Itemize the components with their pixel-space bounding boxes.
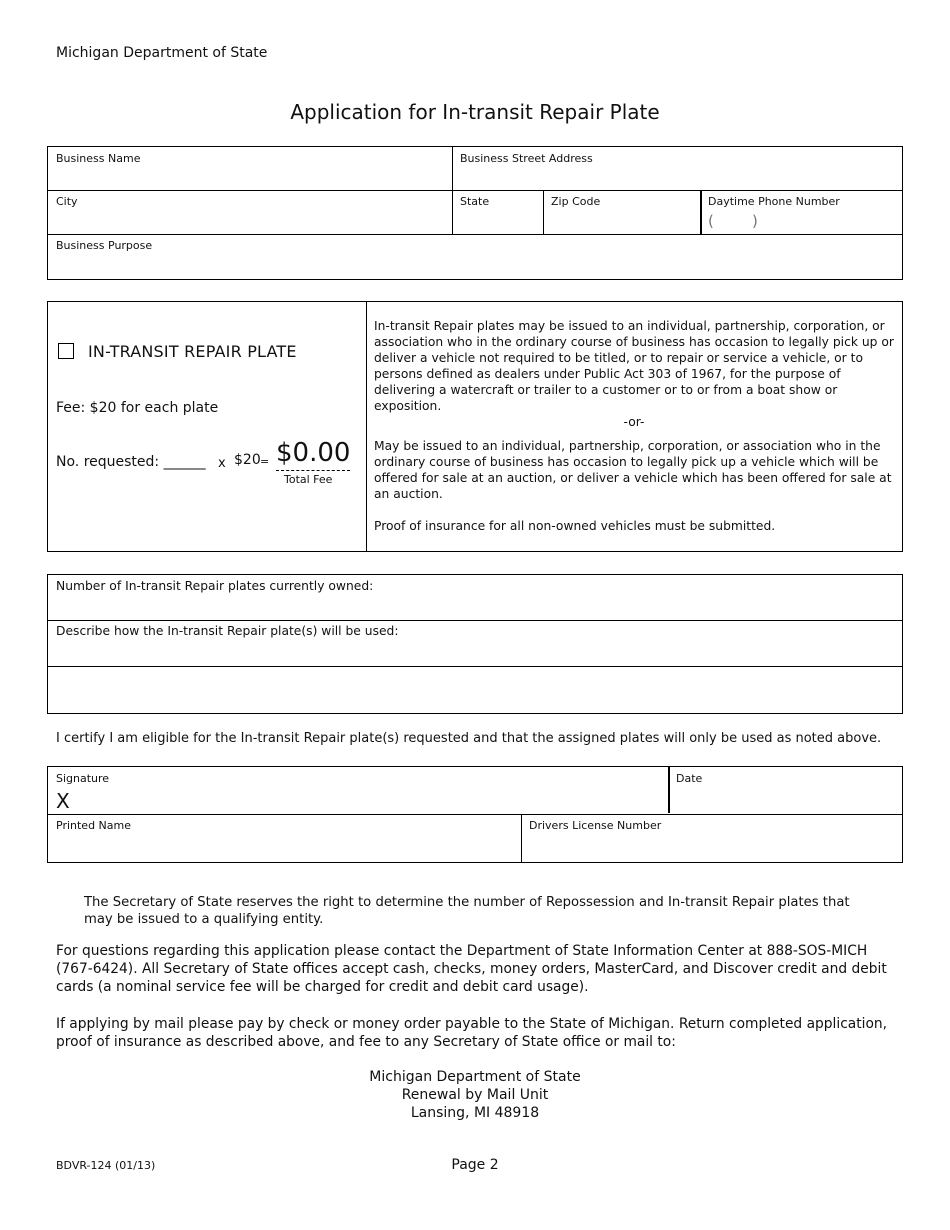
business-name-cell bbox=[48, 147, 452, 190]
business-name-label: Business Name bbox=[56, 152, 141, 165]
business-address-input[interactable] bbox=[460, 168, 894, 186]
describe-input-line-2[interactable] bbox=[56, 691, 894, 709]
state-input[interactable] bbox=[460, 212, 535, 230]
describe-label: Describe how the In-transit Repair plate(s) will be used: bbox=[56, 624, 399, 638]
signature-cell[interactable] bbox=[48, 767, 668, 814]
owned-input[interactable] bbox=[56, 598, 894, 616]
business-address-cell bbox=[452, 147, 902, 190]
mail-instructions-paragraph: If applying by mail please pay by check or money order payable to the State of Michigan. Return completed application, proof of insurance as described above, and fee to any Secretary of State office or mail to: bbox=[56, 1016, 888, 1050]
phone-cell bbox=[700, 190, 902, 234]
total-fee-value: $0.00 bbox=[276, 438, 351, 468]
total-fee-caption: Total Fee bbox=[284, 473, 333, 486]
business-address-label: Business Street Address bbox=[460, 152, 593, 165]
signature-label: Signature bbox=[56, 772, 110, 785]
zip-input[interactable] bbox=[551, 212, 692, 230]
agency-name: Michigan Department of State bbox=[56, 45, 268, 61]
eligibility-paragraph-2: May be issued to an individual, partnership, corporation, or association who in the ordinary course of business has occasion to legally pick up a vehicle which will be offered for sale at an auction, or deliver a vehicle which has been offered for sale at an auction. bbox=[374, 439, 892, 501]
state-cell bbox=[452, 190, 543, 234]
purpose-cell bbox=[48, 234, 902, 279]
license-cell bbox=[521, 814, 902, 862]
date-label: Date bbox=[676, 772, 703, 785]
city-cell bbox=[48, 190, 452, 234]
form-number: BDVR-124 (01/13) bbox=[56, 1159, 156, 1172]
describe-cell bbox=[48, 620, 902, 666]
plate-description bbox=[374, 318, 894, 534]
signature-x-mark: X bbox=[56, 789, 70, 813]
printed-name-label: Printed Name bbox=[56, 819, 132, 832]
secretary-note: The Secretary of State reserves the right to determine the number of Repossession and In-transit Repair plates that may be issued to a qualifying entity. bbox=[84, 895, 850, 927]
purpose-label: Business Purpose bbox=[56, 239, 153, 252]
date-cell bbox=[668, 767, 902, 814]
business-name-input[interactable] bbox=[56, 168, 444, 186]
license-label: Drivers License Number bbox=[529, 819, 662, 832]
page-number: Page 2 bbox=[451, 1157, 499, 1173]
total-fee-underline bbox=[276, 470, 350, 471]
mailing-address bbox=[0, 1068, 950, 1122]
address-line-2: Renewal by Mail Unit bbox=[401, 1087, 549, 1103]
unit-price: $20 bbox=[234, 452, 261, 468]
address-line-3: Lansing, MI 48918 bbox=[410, 1105, 540, 1121]
describe-input-line-1[interactable] bbox=[56, 644, 894, 662]
usage-section bbox=[47, 574, 903, 714]
owned-label: Number of In-transit Repair plates currently owned: bbox=[56, 579, 374, 593]
signature-section bbox=[47, 766, 903, 863]
plate-section bbox=[47, 301, 903, 552]
zip-label: Zip Code bbox=[551, 195, 601, 208]
purpose-input[interactable] bbox=[56, 257, 894, 275]
owned-cell bbox=[48, 575, 902, 620]
fee-text: Fee: $20 for each plate bbox=[56, 400, 219, 416]
date-input[interactable] bbox=[676, 792, 894, 810]
address-line-1: Michigan Department of State bbox=[369, 1069, 581, 1085]
form-title: Application for In-transit Repair Plate bbox=[290, 100, 660, 124]
business-info-section bbox=[47, 146, 903, 280]
phone-input[interactable] bbox=[708, 212, 894, 230]
license-input[interactable] bbox=[529, 840, 894, 858]
printed-name-input[interactable] bbox=[56, 840, 513, 858]
state-label: State bbox=[460, 195, 490, 208]
or-separator: -or- bbox=[623, 415, 645, 429]
city-input[interactable] bbox=[56, 212, 444, 230]
multiply-sign: x bbox=[218, 456, 226, 471]
equals-sign: = bbox=[260, 455, 270, 468]
contact-info-paragraph: For questions regarding this application please contact the Department of State Information Center at 888-SOS-MICH (767-6424). All Secretary of State offices accept cash, checks, money orders, MasterCard, and Discover credit and debit cards (a nominal service fee will be charged for credit and debit card usage). bbox=[56, 943, 887, 995]
eligibility-paragraph-1: In-transit Repair plates may be issued to an individual, partnership, corporation, or association who in the ordinary course of business has occasion to legally pick up or deliver a vehicle not required to be titled, or to repair or service a vehicle, or to persons defined as dealers under Public Act 303 of 1967, for the purpose of delivering a watercraft or trailer to a customer or to or from a boat show or exposition. bbox=[374, 319, 894, 413]
city-label: City bbox=[56, 195, 78, 208]
insurance-note: Proof of insurance for all non-owned vehicles must be submitted. bbox=[374, 519, 776, 533]
zip-cell bbox=[543, 190, 700, 234]
describe-cell-2 bbox=[48, 666, 902, 713]
plate-checkbox[interactable] bbox=[58, 343, 74, 359]
number-requested-field[interactable]: No. requested: ______ bbox=[56, 454, 206, 470]
certification-statement: I certify I am eligible for the In-transit Repair plate(s) requested and that the assigned plates will only be used as noted above. bbox=[56, 731, 882, 746]
printed-name-cell bbox=[48, 814, 521, 862]
plate-checkbox-label: IN-TRANSIT REPAIR PLATE bbox=[88, 342, 297, 361]
phone-label: Daytime Phone Number bbox=[708, 195, 840, 208]
